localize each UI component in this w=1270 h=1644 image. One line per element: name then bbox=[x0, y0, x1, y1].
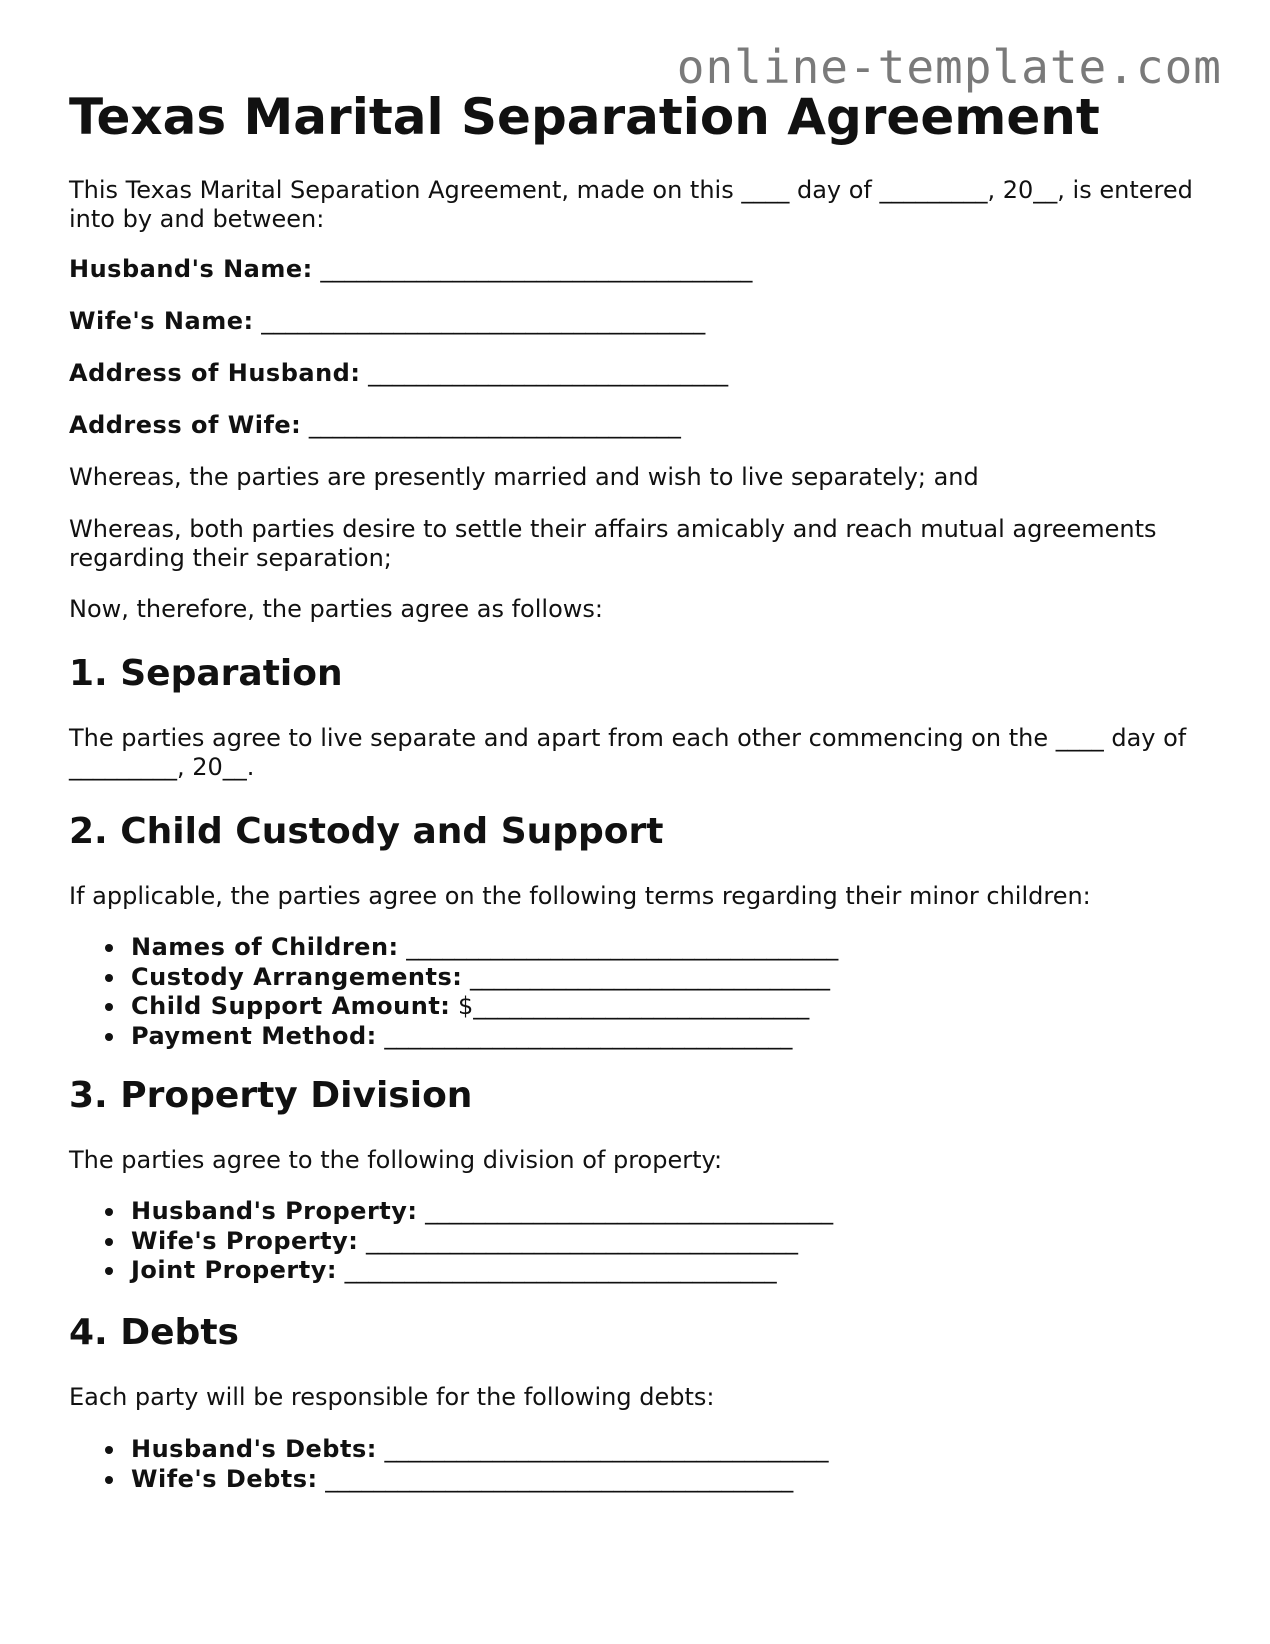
children-names-blank[interactable]: ____________________________________ bbox=[398, 933, 839, 961]
husband-property-blank[interactable]: __________________________________ bbox=[417, 1197, 834, 1225]
property-list bbox=[69, 1197, 833, 1286]
debts-list bbox=[69, 1435, 828, 1494]
husband-property-label: Husband's Property: bbox=[131, 1197, 418, 1225]
husband-name-field bbox=[69, 255, 752, 284]
section-heading-custody: 2. Child Custody and Support bbox=[69, 811, 664, 852]
husband-name-label: Husband's Name: bbox=[69, 255, 313, 283]
joint-property-label: Joint Property: bbox=[131, 1256, 337, 1284]
whereas-paragraph-1: Whereas, the parties are presently married and wish to live separately; and bbox=[69, 463, 979, 491]
husband-address-blank[interactable]: ______________________________ bbox=[360, 359, 729, 387]
wife-address-label: Address of Wife: bbox=[69, 411, 302, 439]
list-item bbox=[131, 933, 838, 963]
list-item bbox=[131, 963, 838, 993]
section-heading-property: 3. Property Division bbox=[69, 1075, 473, 1116]
payment-method-label: Payment Method: bbox=[131, 1021, 377, 1050]
child-support-amount-label: Child Support Amount: bbox=[131, 992, 451, 1020]
section-heading-debts: 4. Debts bbox=[69, 1312, 239, 1353]
debts-paragraph: Each party will be responsible for the following debts: bbox=[69, 1383, 715, 1411]
list-item bbox=[131, 1227, 833, 1257]
list-item bbox=[131, 1465, 828, 1495]
custody-list bbox=[69, 933, 838, 1051]
list-item bbox=[131, 1256, 833, 1286]
husband-address-label: Address of Husband: bbox=[69, 359, 361, 387]
list-item bbox=[131, 1022, 838, 1052]
custody-arrangements-label: Custody Arrangements: bbox=[131, 962, 463, 991]
section-heading-separation: 1. Separation bbox=[69, 653, 343, 694]
joint-property-blank[interactable]: ____________________________________ bbox=[336, 1256, 777, 1284]
husband-debts-blank[interactable]: _____________________________________ bbox=[376, 1435, 829, 1463]
husband-address-field bbox=[69, 359, 728, 388]
wife-name-field bbox=[69, 307, 705, 336]
wife-name-blank[interactable]: _____________________________________ bbox=[253, 307, 706, 335]
children-names-label: Names of Children: bbox=[131, 933, 399, 961]
list-item bbox=[131, 1435, 828, 1465]
custody-paragraph: If applicable, the parties agree on the following terms regarding their minor children: bbox=[69, 882, 1091, 910]
watermark: online-template.com bbox=[676, 40, 1222, 94]
wife-address-blank[interactable]: _______________________________ bbox=[301, 411, 681, 439]
whereas-paragraph-2: Whereas, both parties desire to settle their affairs amicably and reach mutual agreements regarding their separation; bbox=[69, 515, 1157, 572]
wife-debts-label: Wife's Debts: bbox=[131, 1464, 318, 1493]
list-item bbox=[131, 1197, 833, 1227]
husband-debts-label: Husband's Debts: bbox=[131, 1435, 377, 1463]
child-support-amount-blank[interactable]: $____________________________ bbox=[450, 992, 810, 1020]
now-therefore-paragraph: Now, therefore, the parties agree as follows: bbox=[69, 595, 603, 623]
husband-name-blank[interactable]: ____________________________________ bbox=[312, 255, 753, 283]
property-paragraph: The parties agree to the following division of property: bbox=[69, 1146, 723, 1174]
wife-property-blank[interactable]: ____________________________________ bbox=[358, 1226, 798, 1255]
payment-method-blank[interactable]: __________________________________ bbox=[376, 1021, 793, 1050]
wife-property-label: Wife's Property: bbox=[131, 1226, 359, 1255]
document-title: Texas Marital Separation Agreement bbox=[69, 88, 1100, 146]
separation-paragraph: The parties agree to live separate and apart from each other commencing on the ____ day of _________, 20__. bbox=[69, 724, 1187, 781]
custody-arrangements-blank[interactable]: ______________________________ bbox=[462, 962, 830, 991]
list-item bbox=[131, 992, 838, 1022]
wife-name-label: Wife's Name: bbox=[69, 307, 254, 335]
wife-debts-blank[interactable]: _______________________________________ bbox=[317, 1464, 794, 1493]
intro-paragraph: This Texas Marital Separation Agreement, made on this ____ day of _________, 20__, is entered into by and between: bbox=[69, 176, 1193, 233]
wife-address-field bbox=[69, 411, 681, 440]
